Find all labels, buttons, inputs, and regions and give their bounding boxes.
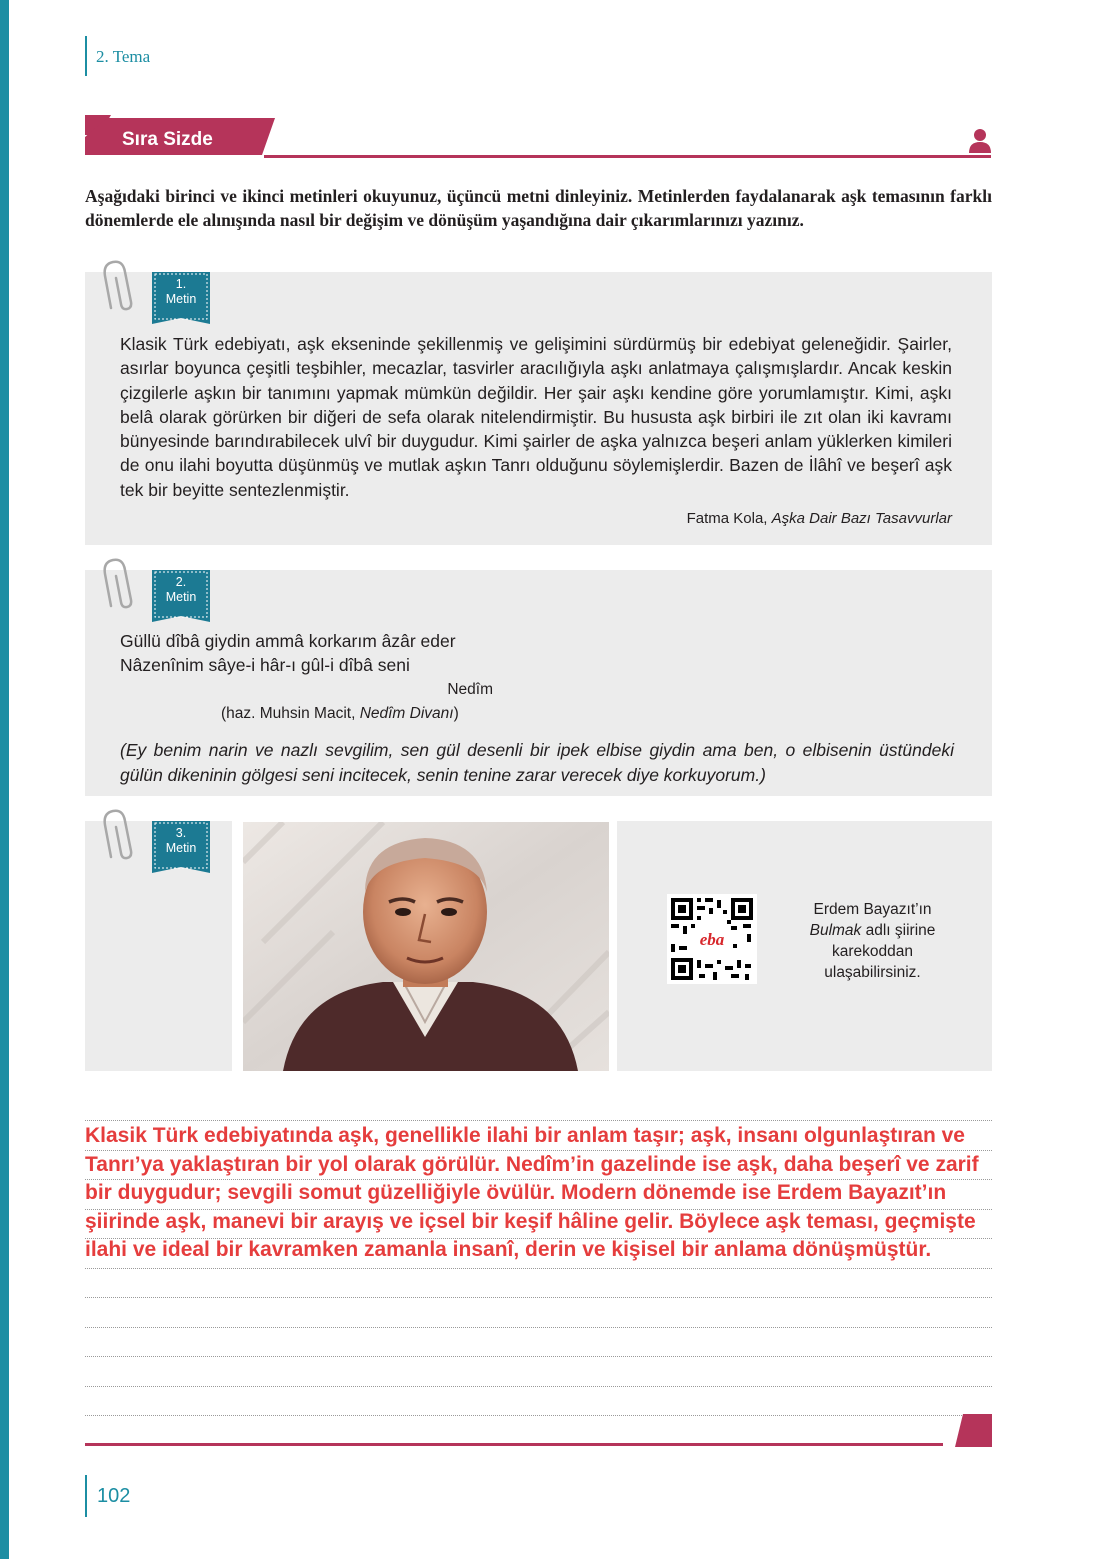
left-edge-bar: [0, 0, 9, 1559]
edition-prefix: (haz. Muhsin Macit,: [221, 705, 360, 722]
qr-code[interactable]: [667, 894, 757, 984]
qr-caption-line2: adlı şiirine: [861, 922, 936, 939]
text1-tag-num: 1.: [175, 277, 187, 291]
banner-rule: [264, 155, 991, 158]
text2-tag: [152, 570, 210, 622]
translation: (Ey benim narin ve nazlı sevgilim, sen gül desenli bir ipek elbise giydin ama ben, o elbisenin üstündeki gülün dikeninin gölgesi seni incitecek, senin tenine zarar verecek diye korkuyorum.): [120, 740, 954, 785]
text3-tag: [152, 821, 210, 873]
footer-shape: [955, 1414, 992, 1447]
poet-name: Nedîm: [447, 681, 493, 698]
answer-area[interactable]: [85, 1121, 992, 1416]
text2-tag-label: Metin: [165, 590, 197, 604]
text2-tag-num: 2.: [175, 575, 187, 589]
footer-rule: [85, 1443, 943, 1446]
text1-tag-label: Metin: [165, 292, 197, 306]
text1-source-title: Aşka Dair Bazı Tasavvurlar: [771, 510, 952, 527]
paperclip-icon: [101, 258, 137, 312]
text3-tag-label: Metin: [165, 841, 197, 855]
paperclip-icon: [101, 556, 137, 610]
edition-note: [221, 705, 459, 723]
text1-tag: [152, 272, 210, 324]
portrait-photo: [243, 822, 609, 1071]
text3-tag-num: 3.: [175, 826, 187, 840]
answer-line: [85, 1328, 992, 1358]
answer-line: [85, 1269, 992, 1299]
qr-caption-line3: karekoddan: [831, 943, 913, 960]
page-number-rule: [85, 1475, 87, 1517]
banner-title: Sıra Sizde: [122, 129, 213, 150]
qr-caption: [790, 899, 955, 983]
answer-line: [85, 1298, 992, 1328]
edition-title: Nedîm Divanı: [359, 705, 454, 722]
qr-caption-line1: Erdem Bayazıt’ın: [813, 901, 932, 918]
section-label: 2. Tema: [96, 47, 151, 66]
qr-caption-line4: ulaşabilirsiniz.: [824, 964, 921, 981]
answer-text[interactable]: Klasik Türk edebiyatında aşk, genellikle ilahi bir anlam taşır; aşk, insanı olgunlaştıran ve Tanrı’ya yaklaştıran bir yol olarak görülür. Nedîm’in gazelinde ise aşk, daha beşerî ve zarif bir duygudur; sevgili somut güzelliğiyle övülür. Modern dönemde ise Erdem Bayazıt’ın şiirinde aşk, manevi bir arayış ve içsel bir keşif hâline gelir. Böylece aşk teması, geçmişte ilahi ve ideal bir kavramken zamanla insanî, derin ve kişisel bir anlama dönüşmüştür.: [85, 1124, 979, 1261]
text1-source-author: Fatma Kola,: [686, 510, 772, 527]
poem-line-1: Güllü dîbâ giydin ammâ korkarım âzâr eder: [120, 631, 456, 651]
header-rule: [85, 36, 87, 76]
poem-line-2: Nâzenînim sâye-i hâr-ı gûl-i dîbâ seni: [120, 655, 410, 675]
instructions: Aşağıdaki birinci ve ikinci metinleri okuyunuz, üçüncü metni dinleyiniz. Metinlerden faydalanarak aşk temasının farklı dönemlerde ele alınışında nasıl bir değişim ve dönüşüm yaşandığına dair çıkarımlarınızı yazınız.: [85, 186, 992, 230]
page-number: 102: [97, 1485, 131, 1507]
person-icon: [968, 128, 992, 154]
text1-body: Klasik Türk edebiyatı, aşk ekseninde şekillenmiş ve gelişimini sürdürmüş bir edebiyat geleneğidir. Şairler, asırlar boyunca çeşitli teşbihler, mecazlar, tasvirler aracılığıyla aşkı anlatmaya çalışmışlardır. Ancak keskin çizgilerle aşkın bir tanımını yapmak mümkün değildir. Her şair aşkı kendine göre yorumlamıştır. Kimi, aşkı belâ olarak görürken bir diğeri de sefa olarak nitelendirmiştir. Bu hususta aşk birbiri ile zıt olan iki kavramı bünyesinde barındırabilecek ulvî bir duygudur. Kimi şairler de aşka yalnızca beşeri anlam yüklerken kimileri de onu ilahi boyutta düşünmüş ve mutlak aşkın Tanrı olduğunu söylemişlerdir. Bazen de İlâhî ve beşerî aşk tek bir beyitte sentezlenmiştir.: [120, 334, 952, 500]
text1-source: [560, 510, 952, 527]
edition-suffix: ): [453, 705, 459, 722]
qr-caption-italic: Bulmak: [809, 922, 862, 939]
answer-line: [85, 1387, 992, 1417]
paperclip-icon: [101, 807, 137, 861]
qr-logo: eba: [699, 930, 725, 949]
answer-line: [85, 1357, 992, 1387]
